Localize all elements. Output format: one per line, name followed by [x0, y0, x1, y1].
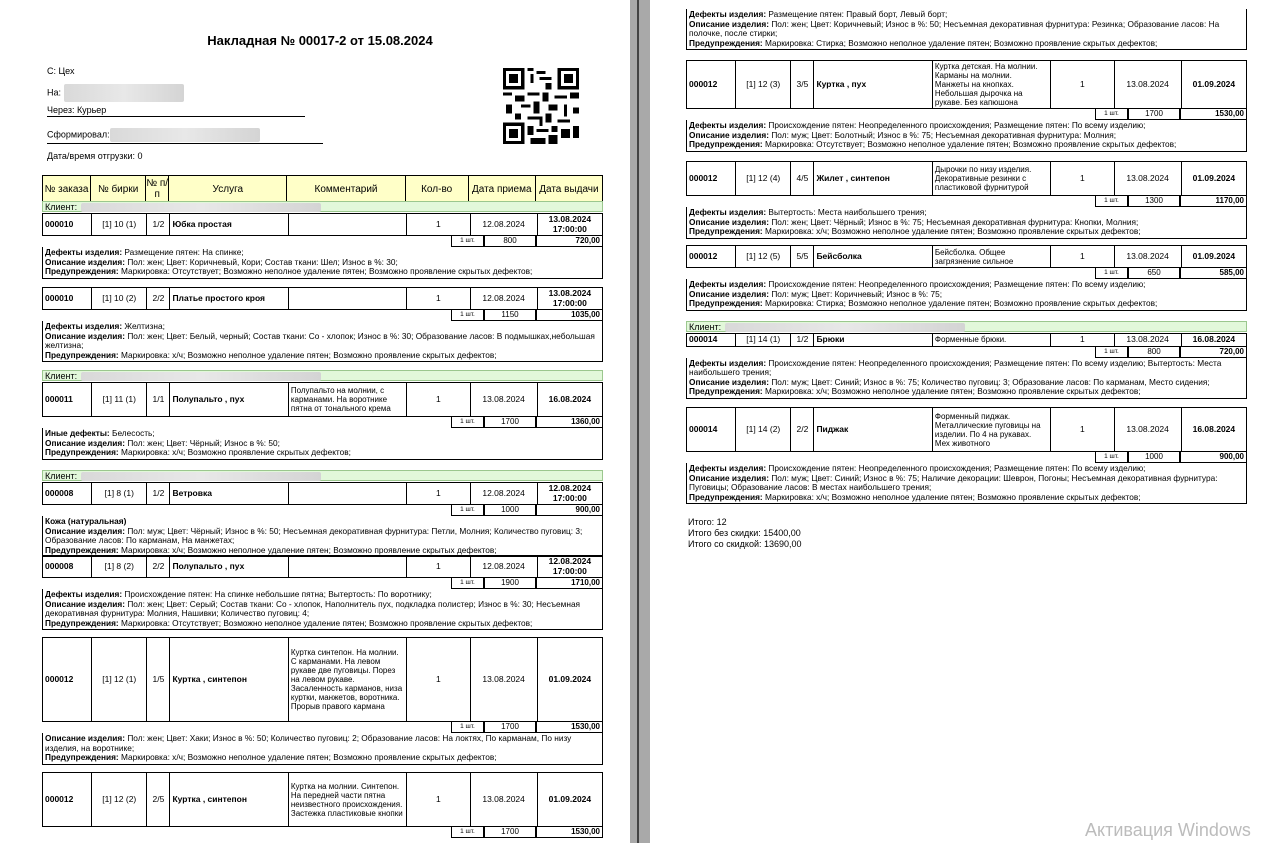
- item-price: 1900: [484, 578, 536, 589]
- unit-label: 1 шт.: [451, 827, 484, 838]
- tag-number: [1] 14 (1): [736, 334, 791, 347]
- received-date: 13.08.2024: [1114, 334, 1181, 347]
- note-line: Описание изделия: Пол: муж; Цвет: Коричневый; Износ в %: 75;: [689, 288, 943, 299]
- redacted-client: [81, 203, 321, 212]
- note-line: Описание изделия: Пол: жен; Цвет: Коричневый, Кори; Состав ткани: Шел; Износ в %: 30;: [45, 256, 398, 267]
- table-row: [42, 637, 603, 722]
- received-date: 13.08.2024: [1114, 61, 1181, 109]
- position-number: 1/2: [791, 334, 814, 347]
- order-number: 000012: [687, 246, 736, 268]
- issued-date: 16.08.2024: [1181, 334, 1246, 347]
- order-block: [42, 382, 603, 460]
- price-row: [42, 310, 603, 321]
- note-line: Предупреждения: Маркировка: х/ч; Возможно неполное удаление пятен; Возможно проявление скрытых дефектов;: [689, 491, 1141, 502]
- item-qty: 1: [407, 638, 470, 722]
- note-line: Предупреждения: Маркировка: Отсутствует; Возможно неполное удаление пятен; Возможно проявление скрытых дефектов;: [689, 139, 1177, 149]
- price-row: [42, 505, 603, 516]
- issued-date: 01.09.2024: [1181, 162, 1246, 196]
- order-notes: [42, 516, 603, 557]
- note-line: Описание изделия: Пол: жен; Цвет: Коричневый; Износ в %: 50; Несъемная декоративная фурнитура: Резинка; Образование ласов: На полочке, после стирки;: [689, 18, 1220, 38]
- qr-code-icon: [503, 68, 579, 144]
- item-qty: 1: [407, 214, 470, 236]
- client-row: Клиент:: [686, 321, 1247, 332]
- service-name: Юбка простая: [170, 214, 288, 236]
- order-block: [686, 60, 1247, 152]
- item-comment: [288, 483, 406, 505]
- received-date: 13.08.2024: [1114, 246, 1181, 268]
- position-number: 2/5: [147, 773, 170, 827]
- note-line: Предупреждения: Маркировка: Отсутствует; Возможно неполное удаление пятен; Возможно проявление скрытых дефектов;: [45, 266, 533, 276]
- created-by-field: Сформировал:: [47, 128, 260, 142]
- order-block: [686, 407, 1247, 504]
- tag-number: [1] 10 (1): [92, 214, 147, 236]
- order-number: 000012: [43, 773, 92, 827]
- unit-label: 1 шт.: [451, 236, 484, 247]
- issued-date: 01.09.2024: [1181, 246, 1246, 268]
- tag-number: [1] 12 (1): [92, 638, 147, 722]
- table-row: [42, 213, 603, 236]
- item-comment: Куртка на молнии. Синтепон. На передней части пятна неизвестного происхождения. Застежка пластиковые кнопки: [288, 773, 406, 827]
- order-notes: [686, 120, 1247, 152]
- windows-activation-watermark: Активация Windows: [1085, 820, 1251, 840]
- note-line: Дефекты изделия: Желтизна;: [45, 321, 165, 331]
- item-price: 1700: [484, 722, 536, 733]
- order-block: [42, 772, 603, 838]
- table-row: [42, 287, 603, 310]
- order-number: 000012: [687, 162, 736, 196]
- col-order: № заказа: [43, 176, 91, 203]
- item-total: 585,00: [1180, 268, 1247, 279]
- table-row: [42, 772, 603, 827]
- note-line: Дефекты изделия: Происхождение пятен: Неопределенного происхождения; Размещение пятен: По всему изделию;: [689, 463, 1146, 473]
- item-price: 1700: [484, 417, 536, 428]
- tag-number: [1] 8 (2): [92, 556, 147, 578]
- created-by-underline: [47, 143, 323, 144]
- note-line: Дефекты изделия: Происхождение пятен: На спинке небольшие пятна; Вытертость: По воротнику;: [45, 589, 432, 599]
- note-line: Описание изделия: Пол: муж; Цвет: Болотный; Износ в %: 75; Несъемная декоративная фурнитура: Молния;: [689, 129, 1116, 140]
- tag-number: [1] 12 (2): [92, 773, 147, 827]
- issued-date: 01.09.2024: [537, 773, 602, 827]
- note-line: Описание изделия: Пол: муж; Цвет: Синий; Износ в %: 75; Количество пуговиц: 3; Образование ласов: По карманам, Место сидения;: [689, 376, 1210, 387]
- item-total: 900,00: [1180, 452, 1247, 463]
- note-line: Описание изделия: Пол: муж; Цвет: Синий; Износ в %: 75; Наличие декорации: Шеврон, Погоны; Несъемная декоративная фурнитура: Пуговицы; Образование ласов: В местах наибольшего трения;: [689, 472, 1218, 492]
- order-notes: [42, 321, 603, 362]
- price-row: [686, 109, 1247, 120]
- ship-datetime: Дата/время отгрузки: 0: [47, 151, 143, 161]
- from-label: С: Цех: [47, 66, 75, 76]
- table-row: [686, 245, 1247, 268]
- item-price: 1700: [1128, 109, 1180, 120]
- col-tag: № бирки: [91, 176, 146, 203]
- note-line: Описание изделия: Пол: жен; Цвет: Белый, черный; Состав ткани: Со - хлопок; Износ в %: 30; Образование ласов: В подмышках,небольшая желтизна;: [45, 330, 595, 350]
- received-date: 13.08.2024: [1114, 162, 1181, 196]
- note-line: Описание изделия: Пол: жен; Цвет: Чёрный; Износ в %: 75; Несъемная декоративная фурнитура: Кнопки, Молния;: [689, 216, 1139, 227]
- service-name: Брюки: [814, 334, 932, 347]
- tag-number: [1] 10 (2): [92, 288, 147, 310]
- price-row: [42, 578, 603, 589]
- item-qty: 1: [407, 288, 470, 310]
- item-total: 1710,00: [536, 578, 603, 589]
- price-row: [42, 417, 603, 428]
- item-total: 1530,00: [536, 722, 603, 733]
- position-number: 2/2: [147, 288, 170, 310]
- item-price: 800: [1128, 347, 1180, 358]
- position-number: 5/5: [791, 246, 814, 268]
- redacted-client: [81, 472, 321, 481]
- price-row: [686, 268, 1247, 279]
- position-number: 1/5: [147, 638, 170, 722]
- order-number: 000010: [43, 288, 92, 310]
- item-price: 1000: [1128, 452, 1180, 463]
- issued-date: 13.08.2024 17:00:00: [537, 288, 602, 310]
- item-comment: Полупальто на молнии, с карманами. На воротнике пятна от тонального крема: [288, 383, 406, 417]
- service-name: Бейсболка: [814, 246, 932, 268]
- redacted-recipient: [64, 84, 184, 102]
- order-block: [686, 161, 1247, 239]
- note-line: Дефекты изделия: Размещение пятен: На спинке;: [45, 247, 244, 257]
- position-number: 1/2: [147, 214, 170, 236]
- received-date: 13.08.2024: [470, 773, 537, 827]
- table-row: [686, 407, 1247, 452]
- unit-label: 1 шт.: [451, 722, 484, 733]
- order-notes: [42, 733, 603, 765]
- table-row: [686, 161, 1247, 196]
- continued-notes: [686, 9, 1247, 50]
- position-number: 2/2: [791, 408, 814, 452]
- issued-date: 13.08.2024 17:00:00: [537, 214, 602, 236]
- issued-date: 01.09.2024: [1181, 61, 1246, 109]
- note-line: Кожа (натуральная): [45, 516, 127, 526]
- received-date: 13.08.2024: [1114, 408, 1181, 452]
- order-notes: [686, 463, 1247, 504]
- item-total: 720,00: [536, 236, 603, 247]
- service-name: Полупальто , пух: [170, 383, 288, 417]
- item-comment: [288, 214, 406, 236]
- col-pos: № п/п: [146, 176, 169, 203]
- item-total: 1530,00: [1180, 109, 1247, 120]
- unit-label: 1 шт.: [451, 417, 484, 428]
- total-without-discount: Итого без скидки: 15400,00: [688, 528, 801, 538]
- received-date: 13.08.2024: [470, 383, 537, 417]
- client-row: Клиент:: [42, 470, 603, 481]
- item-qty: 1: [407, 773, 470, 827]
- position-number: 3/5: [791, 61, 814, 109]
- unit-label: 1 шт.: [1095, 268, 1128, 279]
- position-number: 1/1: [147, 383, 170, 417]
- page-gutter: [630, 0, 650, 843]
- redacted-client: [81, 372, 321, 381]
- note-line: Дефекты изделия: Происхождение пятен: Неопределенного происхождения; Размещение пятен: По всему изделию; Вытертость: Места наибольшего трения;: [689, 357, 1222, 377]
- note-line: Предупреждения: Маркировка: х/ч; Возможно неполное удаление пятен; Возможно проявление скрытых дефектов;: [689, 226, 1141, 236]
- issued-date: 12.08.2024 17:00:00: [537, 556, 602, 578]
- totals-block: [688, 517, 802, 550]
- tag-number: [1] 12 (4): [736, 162, 791, 196]
- service-name: Куртка , пух: [814, 61, 932, 109]
- issued-date: 16.08.2024: [1181, 408, 1246, 452]
- item-qty: 1: [1051, 162, 1114, 196]
- item-price: 1700: [484, 827, 536, 838]
- order-number: 000012: [43, 638, 92, 722]
- unit-label: 1 шт.: [451, 578, 484, 589]
- item-comment: [288, 556, 406, 578]
- received-date: 12.08.2024: [470, 214, 537, 236]
- issued-date: 16.08.2024: [537, 383, 602, 417]
- order-number: 000008: [43, 556, 92, 578]
- item-total: 1170,00: [1180, 196, 1247, 207]
- item-comment: Форменные брюки.: [932, 334, 1050, 347]
- price-row: [686, 347, 1247, 358]
- item-comment: [288, 288, 406, 310]
- item-total: 900,00: [536, 505, 603, 516]
- order-block: [42, 637, 603, 765]
- unit-label: 1 шт.: [451, 505, 484, 516]
- unit-label: 1 шт.: [1095, 109, 1128, 120]
- order-notes: [42, 428, 603, 460]
- note-line: Предупреждения: Маркировка: Стирка; Возможно неполное удаление пятен; Возможно проявление скрытых дефектов;: [689, 37, 1158, 48]
- note-line: Предупреждения: Маркировка: х/ч; Возможно проявление скрытых дефектов;: [45, 447, 351, 457]
- order-notes: [686, 279, 1247, 311]
- item-qty: 1: [1051, 334, 1114, 347]
- note-line: Предупреждения: Маркировка: х/ч; Возможно неполное удаление пятен; Возможно проявление скрытых дефектов;: [45, 544, 497, 555]
- item-comment: Форменный пиджак. Металлические пуговицы на изделии. По 4 на рукавах. Мех животного: [932, 408, 1050, 452]
- item-qty: 1: [407, 483, 470, 505]
- unit-label: 1 шт.: [1095, 452, 1128, 463]
- received-date: 12.08.2024: [470, 556, 537, 578]
- item-total: 1035,00: [536, 310, 603, 321]
- order-block: [42, 482, 603, 557]
- tag-number: [1] 11 (1): [92, 383, 147, 417]
- document-title: Накладная № 00017-2 от 15.08.2024: [207, 33, 433, 48]
- price-row: [42, 827, 603, 838]
- note-line: Описание изделия: Пол: жен; Цвет: Чёрный; Износ в %: 50;: [45, 437, 280, 448]
- service-name: Пиджак: [814, 408, 932, 452]
- item-price: 800: [484, 236, 536, 247]
- unit-label: 1 шт.: [1095, 347, 1128, 358]
- service-name: Жилет , синтепон: [814, 162, 932, 196]
- item-price: 1300: [1128, 196, 1180, 207]
- col-service: Услуга: [169, 176, 287, 203]
- table-row: [42, 482, 603, 505]
- order-number: 000012: [687, 61, 736, 109]
- note-line: Описание изделия: Пол: жен; Цвет: Хаки; Износ в %: 50; Количество пуговиц: 2; Образование ласов: На локтях, По карманам, По низу изделия, на воротнике;: [45, 733, 572, 753]
- tag-number: [1] 12 (3): [736, 61, 791, 109]
- issued-date: 01.09.2024: [537, 638, 602, 722]
- note-line: Описание изделия: Пол: муж; Цвет: Чёрный; Износ в %: 50; Несъемная декоративная фурнитура: Петли, Молния; Количество пуговиц: 3; Образование ласов: По карманам, На манжетах;: [45, 525, 583, 545]
- received-date: 12.08.2024: [470, 483, 537, 505]
- position-number: 1/2: [147, 483, 170, 505]
- order-number: 000014: [687, 408, 736, 452]
- position-number: 4/5: [791, 162, 814, 196]
- item-qty: 1: [1051, 408, 1114, 452]
- order-block: [686, 333, 1247, 399]
- service-name: Куртка , синтепон: [170, 638, 288, 722]
- via-label: Через: Курьер: [47, 105, 107, 115]
- table-row: [686, 60, 1247, 109]
- price-row: [686, 196, 1247, 207]
- price-row: [686, 452, 1247, 463]
- order-block: [42, 555, 603, 630]
- received-date: 13.08.2024: [470, 638, 537, 722]
- column-headers: [42, 175, 603, 203]
- document-page-1: [0, 0, 630, 843]
- item-comment: Дырочки по низу изделия. Декоративные резинки с пластиковой фурнитурой: [932, 162, 1050, 196]
- col-qty: Кол-во: [405, 176, 468, 203]
- service-name: Куртка , синтепон: [170, 773, 288, 827]
- col-received: Дата приема: [468, 176, 535, 203]
- item-comment: Бейсболка. Общее загрязнение сильное: [932, 246, 1050, 268]
- document-page-2: [650, 0, 1286, 843]
- note-line: Дефекты изделия: Размещение пятен: Правый борт, Левый борт;: [689, 9, 948, 19]
- order-number: 000014: [687, 334, 736, 347]
- note-line: Дефекты изделия: Происхождение пятен: Неопределенного происхождения; Размещение пятен: По всему изделию;: [689, 120, 1146, 130]
- item-price: 1150: [484, 310, 536, 321]
- order-notes: [686, 207, 1247, 239]
- order-block: [42, 287, 603, 362]
- item-comment: Куртка детская. На молнии. Карманы на молнии. Манжеты на кнопках. Небольшая дырочка на рукаве. Без капюшона: [932, 61, 1050, 109]
- order-block: [42, 213, 603, 279]
- table-row: [42, 382, 603, 417]
- item-price: 1000: [484, 505, 536, 516]
- note-line: Предупреждения: Маркировка: х/ч; Возможно неполное удаление пятен; Возможно проявление скрытых дефектов;: [45, 752, 497, 762]
- service-name: Полупальто , пух: [170, 556, 288, 578]
- total-with-discount: Итого со скидкой: 13690,00: [688, 539, 802, 549]
- order-notes: [42, 247, 603, 279]
- total-count: Итого: 12: [688, 517, 727, 527]
- note-line: Предупреждения: Маркировка: Отсутствует; Возможно неполное удаление пятен; Возможно проявление скрытых дефектов;: [45, 617, 533, 628]
- issued-date: 12.08.2024 17:00:00: [537, 483, 602, 505]
- table-row: [42, 555, 603, 578]
- item-total: 1360,00: [536, 417, 603, 428]
- tag-number: [1] 14 (2): [736, 408, 791, 452]
- client-row: Клиент:: [42, 370, 603, 381]
- order-number: 000010: [43, 214, 92, 236]
- via-underline: [47, 116, 305, 117]
- note-line: Предупреждения: Маркировка: х/ч; Возможно неполное удаление пятен; Возможно проявление скрытых дефектов;: [689, 386, 1141, 396]
- order-notes: [42, 589, 603, 630]
- col-comment: Комментарий: [287, 176, 405, 203]
- item-qty: 1: [407, 556, 470, 578]
- item-total: 1530,00: [536, 827, 603, 838]
- client-row: Клиент:: [42, 201, 603, 212]
- service-name: Платье простого кроя: [170, 288, 288, 310]
- tag-number: [1] 12 (5): [736, 246, 791, 268]
- table-row: [686, 333, 1247, 347]
- order-number: 000011: [43, 383, 92, 417]
- note-line: Предупреждения: Маркировка: Стирка; Возможно неполное удаление пятен; Возможно проявление скрытых дефектов;: [689, 298, 1158, 308]
- col-issued: Дата выдачи: [535, 176, 602, 203]
- unit-label: 1 шт.: [1095, 196, 1128, 207]
- note-line: Дефекты изделия: Происхождение пятен: Неопределенного происхождения; Размещение пятен: По всему изделию;: [689, 279, 1146, 289]
- page-separator: [637, 0, 639, 843]
- note-line: Дефекты изделия: Вытертость: Места наибольшего трения;: [689, 207, 927, 217]
- order-number: 000008: [43, 483, 92, 505]
- item-qty: 1: [1051, 246, 1114, 268]
- note-line: Предупреждения: Маркировка: х/ч; Возможно неполное удаление пятен; Возможно проявление скрытых дефектов;: [45, 349, 497, 360]
- to-field: На:: [47, 84, 184, 102]
- price-row: [42, 236, 603, 247]
- unit-label: 1 шт.: [451, 310, 484, 321]
- redacted-author: [110, 128, 260, 142]
- service-name: Ветровка: [170, 483, 288, 505]
- order-block: [686, 245, 1247, 311]
- order-notes: [686, 358, 1247, 399]
- note-line: Иные дефекты: Белесость;: [45, 428, 155, 438]
- note-line: Описание изделия: Пол: жен; Цвет: Серый; Состав ткани: Со - хлопок, Наполнитель пух, подкладка полистер; Износ в %: 30; Несъемная декоративная фурнитура: Молния, Нашивки; Количество пуговиц: 4;: [45, 598, 581, 618]
- price-row: [42, 722, 603, 733]
- order-notes: [686, 9, 1247, 50]
- received-date: 12.08.2024: [470, 288, 537, 310]
- item-qty: 1: [407, 383, 470, 417]
- tag-number: [1] 8 (1): [92, 483, 147, 505]
- redacted-client: [725, 323, 965, 332]
- position-number: 2/2: [147, 556, 170, 578]
- item-qty: 1: [1051, 61, 1114, 109]
- item-price: 650: [1128, 268, 1180, 279]
- item-comment: Куртка синтепон. На молнии. С карманами. На левом рукаве две пуговицы. Порез на левом рукаве. Засаленность карманов, низа куртки, манжетов, воротника. Прорыв правого кармана: [288, 638, 406, 722]
- item-total: 720,00: [1180, 347, 1247, 358]
